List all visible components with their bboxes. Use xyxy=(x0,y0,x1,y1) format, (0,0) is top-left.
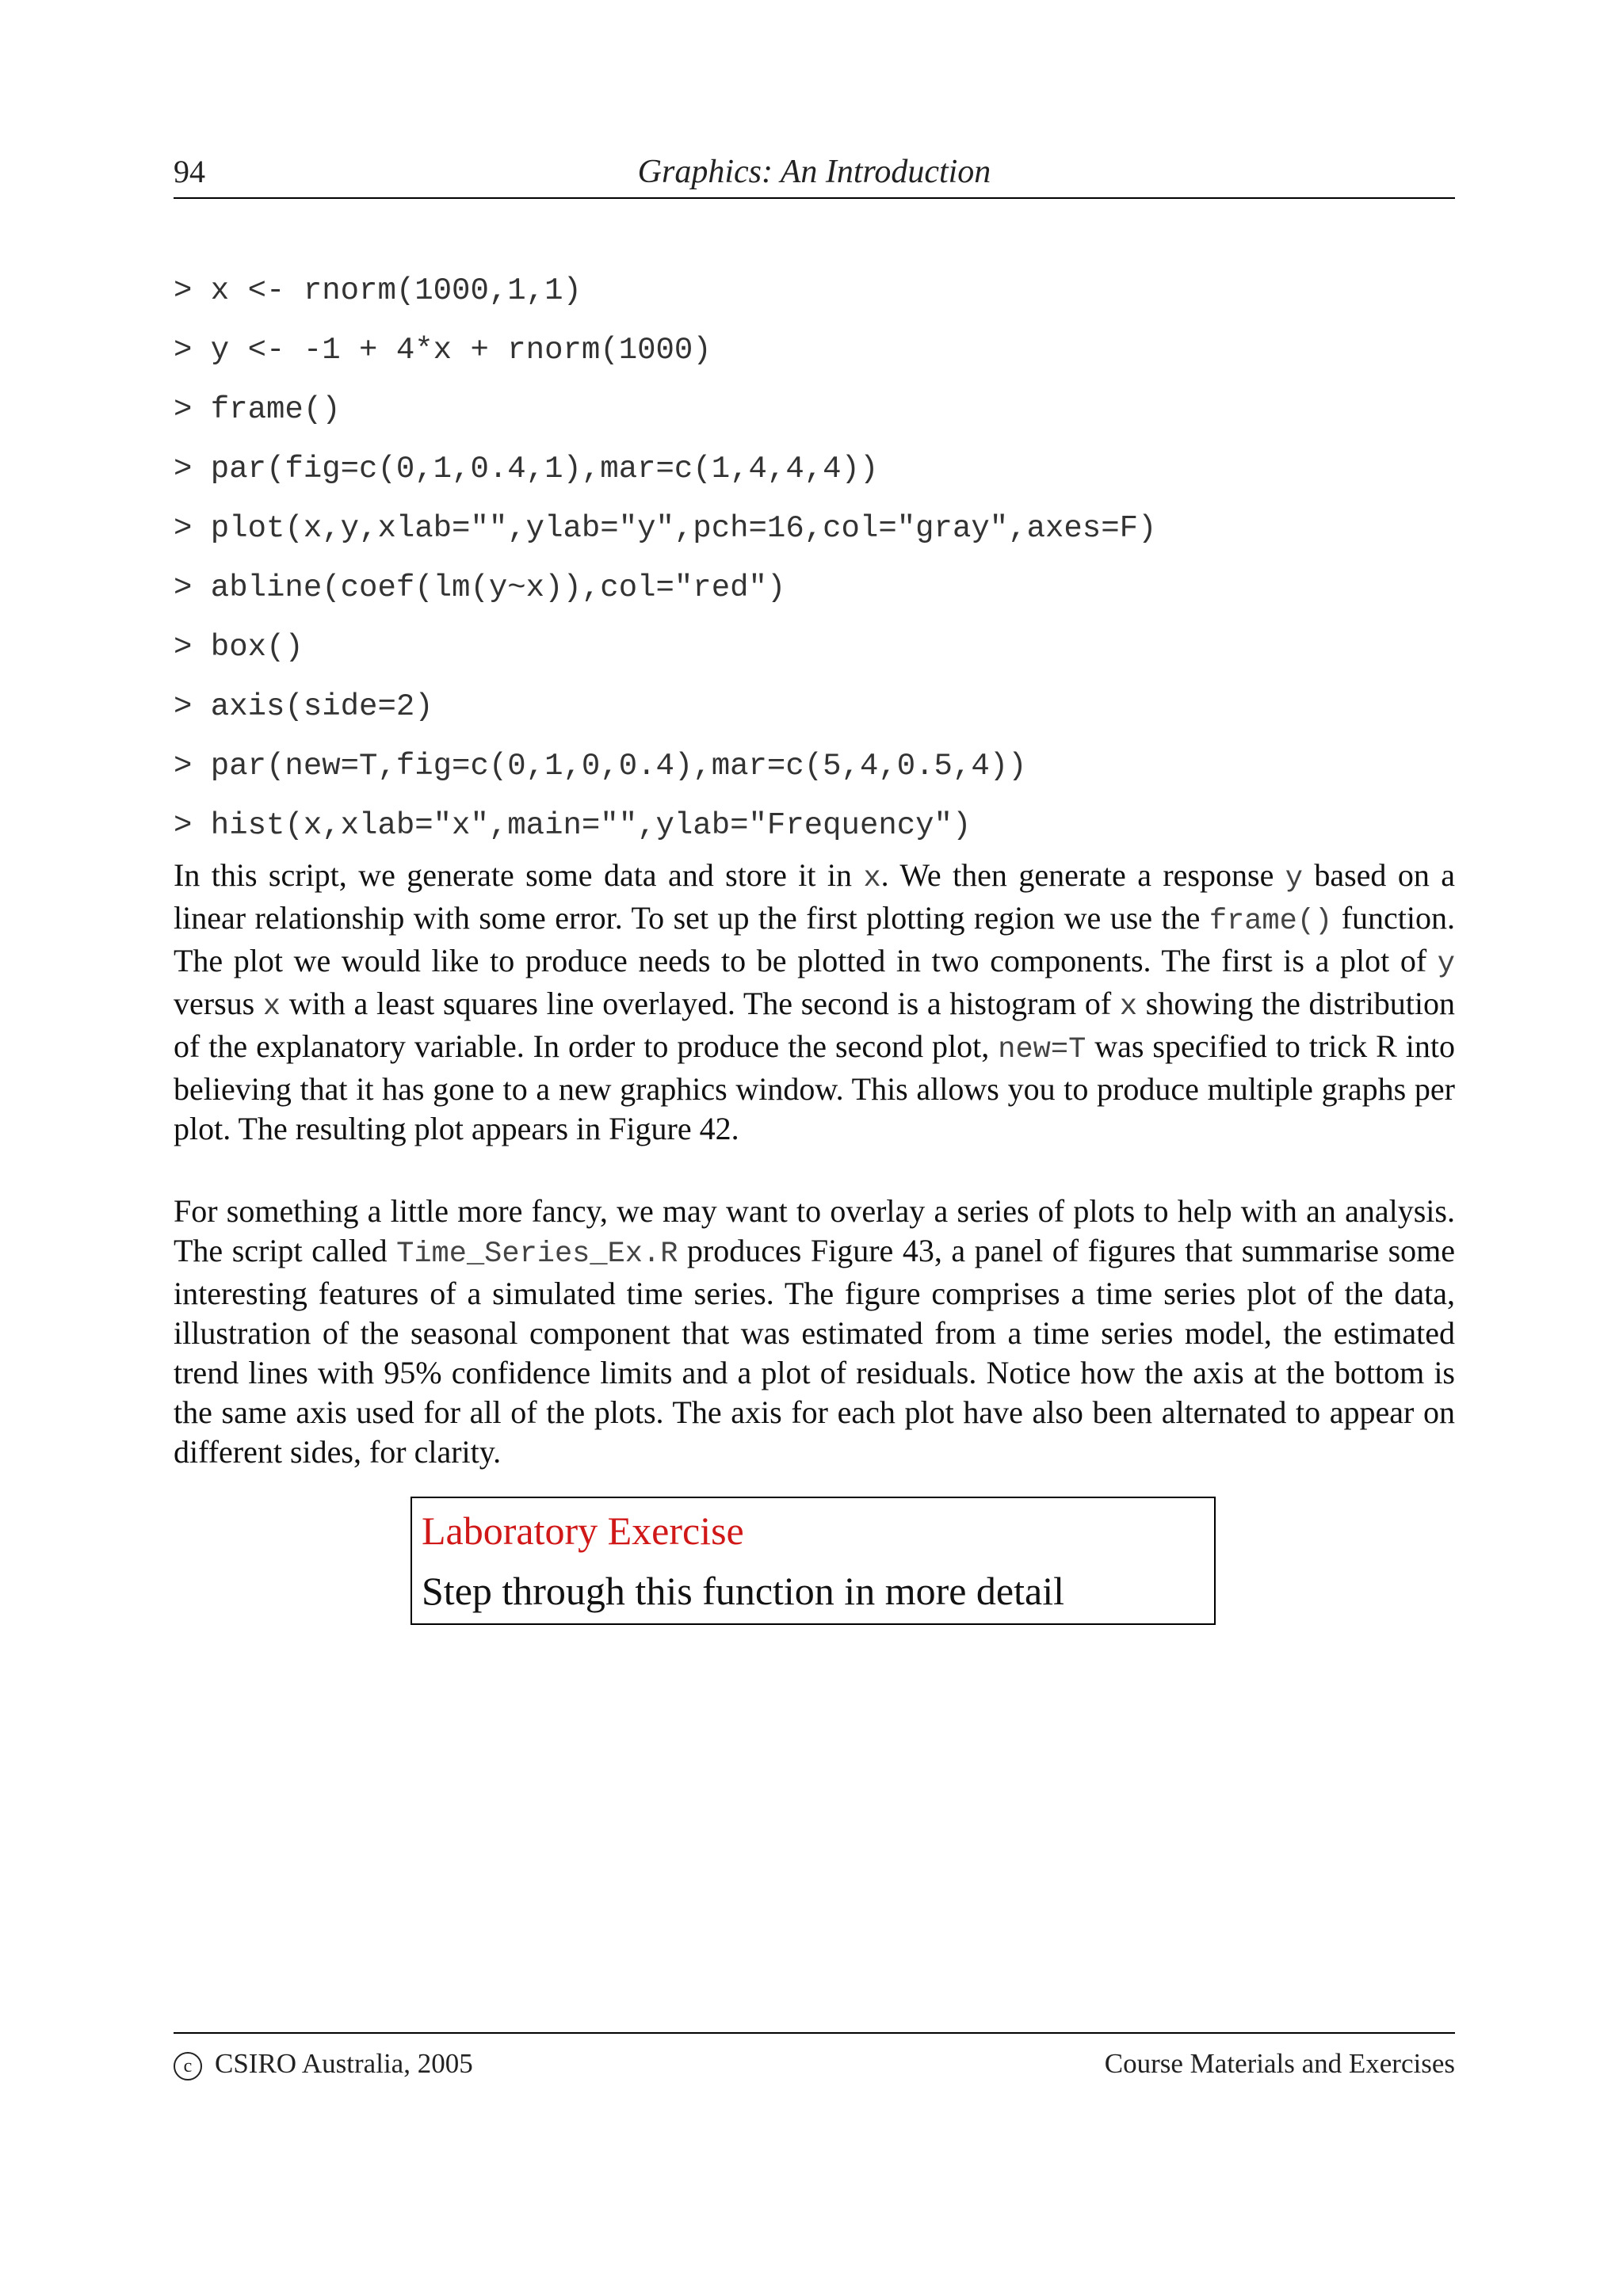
code-block xyxy=(174,261,1457,856)
page-number: 94 xyxy=(174,154,205,189)
copyright-icon: c xyxy=(174,2052,202,2081)
code-line: > x <- rnorm(1000,1,1) xyxy=(174,273,582,308)
code-line: > par(fig=c(0,1,0.4,1),mar=c(1,4,4,4)) xyxy=(174,452,879,486)
footer-rule xyxy=(174,2032,1455,2034)
paragraph-text: based on a linear relationship with some error. To set up the first plotting region we use the xyxy=(174,857,1455,936)
paragraph-time-series xyxy=(174,1192,1455,1472)
lab-exercise-title: Laboratory Exercise xyxy=(422,1508,744,1553)
running-title: Graphics: An Introduction xyxy=(637,154,991,190)
paragraph-text: versus xyxy=(174,986,263,1021)
paragraph-script-explanation xyxy=(174,856,1455,1149)
footer-copyright-text: CSIRO Australia, 2005 xyxy=(215,2048,473,2079)
inline-code: x xyxy=(1119,990,1138,1024)
inline-code: x xyxy=(863,862,881,895)
inline-code: x xyxy=(262,990,281,1024)
paragraph-text: with a least squares line overlayed. The second is a histogram of xyxy=(281,986,1120,1021)
paragraph-text: function. The plot we would like to produce needs to be plotted in two components. The first is a plot of xyxy=(174,900,1455,978)
code-line: > hist(x,xlab="x",main="",ylab="Frequency") xyxy=(174,808,972,843)
inline-code: y xyxy=(1285,862,1303,895)
code-line: > abline(coef(lm(y~x)),col="red") xyxy=(174,570,786,605)
code-line: > box() xyxy=(174,630,304,665)
code-line: > y <- -1 + 4*x + rnorm(1000) xyxy=(174,333,712,368)
footer-left xyxy=(174,2048,473,2081)
inline-code: new=T xyxy=(998,1033,1086,1066)
code-line: > axis(side=2) xyxy=(174,689,433,724)
lab-exercise-text: Step through this function in more detail xyxy=(422,1569,1064,1613)
code-line: > frame() xyxy=(174,392,341,427)
paragraph-text: produces Figure 43, a panel of figures that summarise some interesting features of a simulated time series. The figure comprises a time series plot of the data, illustration of the seasonal component that was estimated from a time series model, the estimated trend lines with 95% confidence limits and a plot of residuals. Notice how the axis at the bottom is the same axis used for all of the plots. The axis for each plot have also been alternated to appear on different sides, for clarity. xyxy=(174,1233,1456,1470)
lab-exercise-box xyxy=(411,1497,1216,1625)
paragraph-text: was specified to trick R into believing that it has gone to a new graphics window. This allows you to produce multiple graphs per plot. The resulting plot appears in Figure 42. xyxy=(174,1028,1455,1146)
inline-code: frame() xyxy=(1209,905,1333,938)
code-line: > par(new=T,fig=c(0,1,0,0.4),mar=c(5,4,0.5,4)) xyxy=(174,749,1027,784)
paragraph-text: . We then generate a response xyxy=(880,857,1285,893)
code-line: > plot(x,y,xlab="",ylab="y",pch=16,col="gray",axes=F) xyxy=(174,511,1157,546)
paragraph-text: showing the distribution of the explanatory variable. In order to produce the second plot, xyxy=(174,986,1456,1064)
inline-code: y xyxy=(1437,948,1455,981)
page-header xyxy=(174,153,1455,199)
inline-code: Time_Series_Ex.R xyxy=(396,1238,678,1271)
paragraph-text: In this script, we generate some data and store it in xyxy=(174,857,864,893)
paragraph-text: For something a little more fancy, we may want to overlay a series of plots to help with an analysis. The script called xyxy=(174,1193,1455,1268)
footer-right: Course Materials and Exercises xyxy=(1104,2048,1455,2079)
